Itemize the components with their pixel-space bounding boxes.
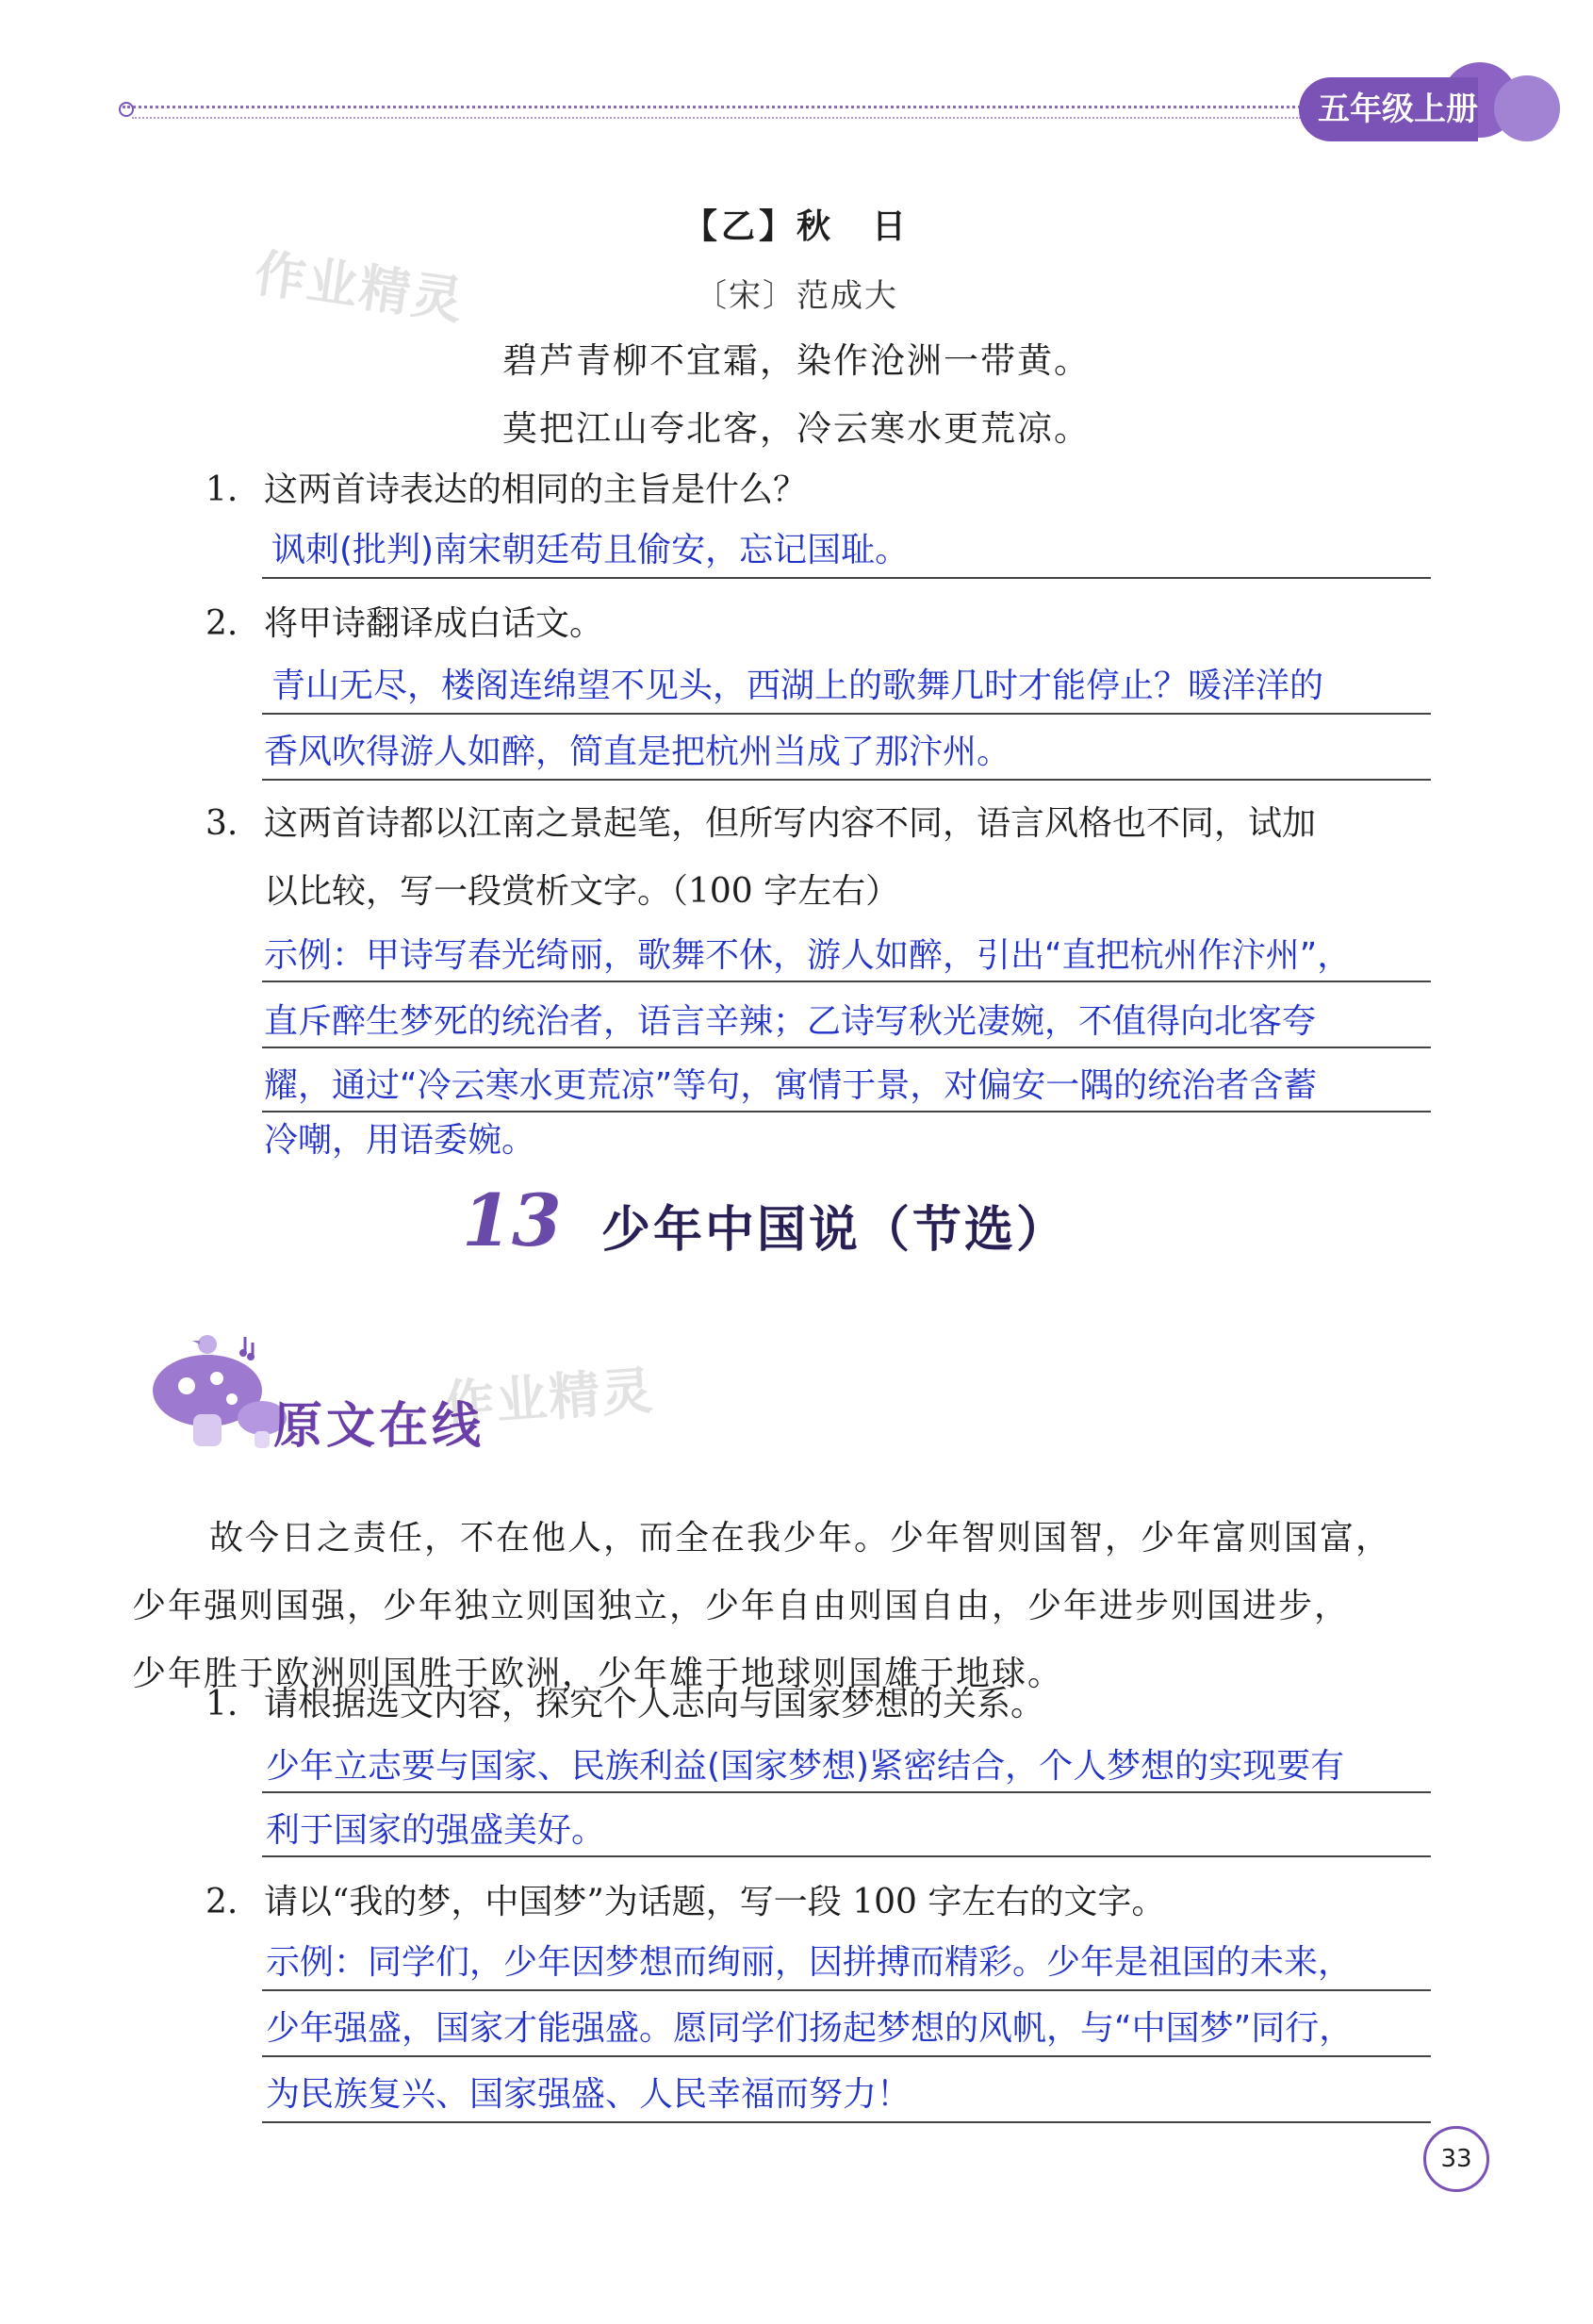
section-title: 原文在线 bbox=[273, 1398, 485, 1455]
answer-line: 香风吹得游人如醉，简直是把杭州当成了那汴州。 bbox=[264, 733, 1011, 771]
answer-rule bbox=[262, 1111, 1431, 1113]
answer-rule bbox=[262, 1791, 1431, 1793]
grade-label: 五年级上册 bbox=[1318, 91, 1478, 128]
mushroom-icon bbox=[141, 1320, 292, 1452]
answer-line: 为民族复兴、国家强盛、人民幸福而努力！ bbox=[266, 2075, 911, 2114]
answer-line: 讽刺(批判)南宋朝廷苟且偷安，忘记国耻。 bbox=[271, 531, 910, 569]
question bbox=[205, 801, 1316, 847]
watermark: 作业精灵 bbox=[251, 242, 468, 332]
answer-line: 冷嘲，用语委婉。 bbox=[264, 1121, 536, 1160]
passage-line: 少年胜于欧洲则国胜于欧洲，少年雄于地球则国雄于地球。 bbox=[132, 1655, 1064, 1693]
question-number: 1. bbox=[205, 470, 238, 509]
header-ring-icon bbox=[119, 102, 134, 117]
poem-title: 【乙】秋 日 bbox=[682, 207, 910, 246]
question-number: 2. bbox=[205, 604, 238, 643]
poem-line: 碧芦青柳不宜霜，染作沧洲一带黄。 bbox=[502, 340, 1091, 381]
question-number: 3. bbox=[205, 804, 238, 843]
passage-line: 少年强则国强，少年独立则国独立，少年自由则国自由，少年进步则国进步， bbox=[132, 1587, 1351, 1625]
answer-line: 青山无尽，楼阁连绵望不见头，西湖上的歌舞几时才能停止？暖洋洋的 bbox=[271, 667, 1324, 705]
question bbox=[205, 1880, 1165, 1925]
answer-line: 少年强盛，国家才能强盛。愿同学们扬起梦想的风帆，与“中国梦”同行， bbox=[266, 2009, 1354, 2048]
lesson-title: 少年中国说（节选） bbox=[601, 1202, 1069, 1259]
answer-rule bbox=[262, 779, 1431, 781]
question bbox=[205, 1682, 1044, 1727]
header-divider-secondary bbox=[132, 117, 1301, 119]
answer-rule bbox=[262, 981, 1431, 982]
poem-author: 〔宋〕范成大 bbox=[695, 277, 898, 315]
question-text: 这两首诗表达的相同的主旨是什么？ bbox=[264, 470, 808, 509]
answer-rule bbox=[262, 713, 1431, 715]
header-divider bbox=[123, 106, 1301, 108]
answer-rule bbox=[262, 577, 1431, 579]
answer-rule bbox=[262, 1047, 1431, 1048]
passage-line: 故今日之责任，不在他人，而全在我少年。少年智则国智，少年富则国富， bbox=[209, 1519, 1392, 1558]
question bbox=[205, 602, 603, 647]
answer-line: 利于国家的强盛美好。 bbox=[266, 1811, 606, 1850]
question-text: 请根据选文内容，探究个人志向与国家梦想的关系。 bbox=[264, 1685, 1045, 1723]
answer-rule bbox=[262, 1989, 1431, 1991]
question-number: 1. bbox=[205, 1685, 238, 1723]
question-text: 将甲诗翻译成白话文。 bbox=[264, 604, 604, 643]
grade-tag-bubble bbox=[1494, 75, 1560, 141]
question-number: 2. bbox=[205, 1883, 238, 1921]
question bbox=[205, 468, 807, 513]
page-number: 33 bbox=[1423, 2126, 1489, 2192]
question-text: 请以“我的梦，中国梦”为话题，写一段 100 字左右的文字。 bbox=[264, 1883, 1166, 1921]
answer-rule bbox=[262, 1855, 1431, 1857]
answer-rule bbox=[262, 2055, 1431, 2057]
answer-rule bbox=[262, 2121, 1431, 2123]
answer-line: 耀，通过“冷云寒水更荒凉”等句，寓情于景，对偏安一隅的统治者含蓄 bbox=[264, 1066, 1318, 1105]
watermark: 作业精灵 bbox=[441, 1360, 657, 1435]
lesson-number: 13 bbox=[462, 1178, 562, 1262]
poem-line: 莫把江山夸北客，冷云寒水更荒凉。 bbox=[502, 408, 1091, 449]
answer-line: 示例：甲诗写春光绮丽，歌舞不休，游人如醉，引出“直把杭州作汴州”， bbox=[264, 936, 1352, 975]
question-text: 这两首诗都以江南之景起笔，但所写内容不同，语言风格也不同，试加 bbox=[264, 804, 1317, 843]
question-text: 以比较，写一段赏析文字。（100 字左右） bbox=[264, 872, 900, 911]
answer-line: 直斥醉生梦死的统治者，语言辛辣；乙诗写秋光凄婉，不值得向北客夸 bbox=[264, 1002, 1317, 1041]
answer-line: 示例：同学们，少年因梦想而绚丽，因拼搏而精彩。少年是祖国的未来， bbox=[266, 1943, 1353, 1982]
answer-line: 少年立志要与国家、民族利益(国家梦想)紧密结合，个人梦想的实现要有 bbox=[266, 1747, 1345, 1786]
